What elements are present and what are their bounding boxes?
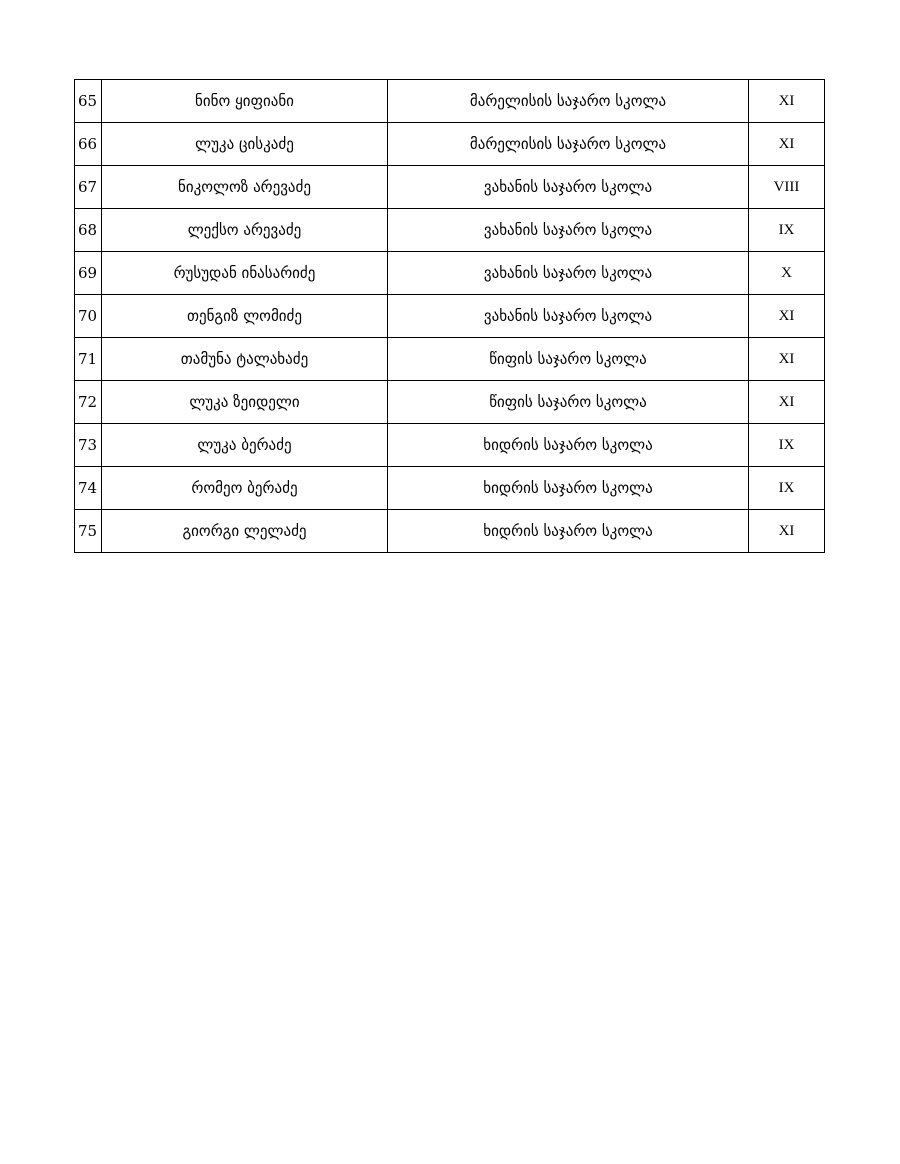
school-cell: ხიდრის საჯარო სკოლა [388,510,749,553]
student-name-cell: რომეო ბერაძე [102,467,388,510]
row-number-cell: 72 [75,381,102,424]
school-cell: მარელისის საჯარო სკოლა [388,80,749,123]
student-name-cell: ლუკა ზეიდელი [102,381,388,424]
grade-cell: XI [749,338,825,381]
row-number-cell: 69 [75,252,102,295]
row-number-cell: 73 [75,424,102,467]
row-number-cell: 75 [75,510,102,553]
table-row [75,295,825,338]
grade-cell: IX [749,467,825,510]
grade-cell: XI [749,510,825,553]
table-row [75,467,825,510]
table-row [75,80,825,123]
school-cell: ვახანის საჯარო სკოლა [388,295,749,338]
school-cell: წიფის საჯარო სკოლა [388,338,749,381]
row-number-cell: 67 [75,166,102,209]
student-name-cell: ნინო ყიფიანი [102,80,388,123]
grade-cell: IX [749,424,825,467]
grade-cell: X [749,252,825,295]
table-row [75,424,825,467]
grade-cell: XI [749,295,825,338]
school-cell: წიფის საჯარო სკოლა [388,381,749,424]
school-cell: ხიდრის საჯარო სკოლა [388,424,749,467]
table-row [75,252,825,295]
grade-cell: XI [749,381,825,424]
student-name-cell: ნიკოლოზ არევაძე [102,166,388,209]
table-row [75,123,825,166]
grade-cell: VIII [749,166,825,209]
table-row [75,381,825,424]
row-number-cell: 66 [75,123,102,166]
student-name-cell: ლუკა ცისკაძე [102,123,388,166]
school-cell: მარელისის საჯარო სკოლა [388,123,749,166]
row-number-cell: 68 [75,209,102,252]
table-row [75,209,825,252]
student-name-cell: თამუნა ტალახაძე [102,338,388,381]
student-name-cell: თენგიზ ლომიძე [102,295,388,338]
student-name-cell: გიორგი ლელაძე [102,510,388,553]
student-name-cell: რუსუდან ინასარიძე [102,252,388,295]
school-cell: ვახანის საჯარო სკოლა [388,166,749,209]
table-row [75,338,825,381]
table-row [75,166,825,209]
school-cell: ვახანის საჯარო სკოლა [388,252,749,295]
row-number-cell: 65 [75,80,102,123]
row-number-cell: 71 [75,338,102,381]
student-name-cell: ლექსო არევაძე [102,209,388,252]
school-cell: ხიდრის საჯარო სკოლა [388,467,749,510]
grade-cell: XI [749,123,825,166]
participants-table-body [75,80,825,553]
grade-cell: XI [749,80,825,123]
grade-cell: IX [749,209,825,252]
row-number-cell: 74 [75,467,102,510]
school-cell: ვახანის საჯარო სკოლა [388,209,749,252]
row-number-cell: 70 [75,295,102,338]
student-name-cell: ლუკა ბერაძე [102,424,388,467]
table-row [75,510,825,553]
participants-table [74,79,825,553]
